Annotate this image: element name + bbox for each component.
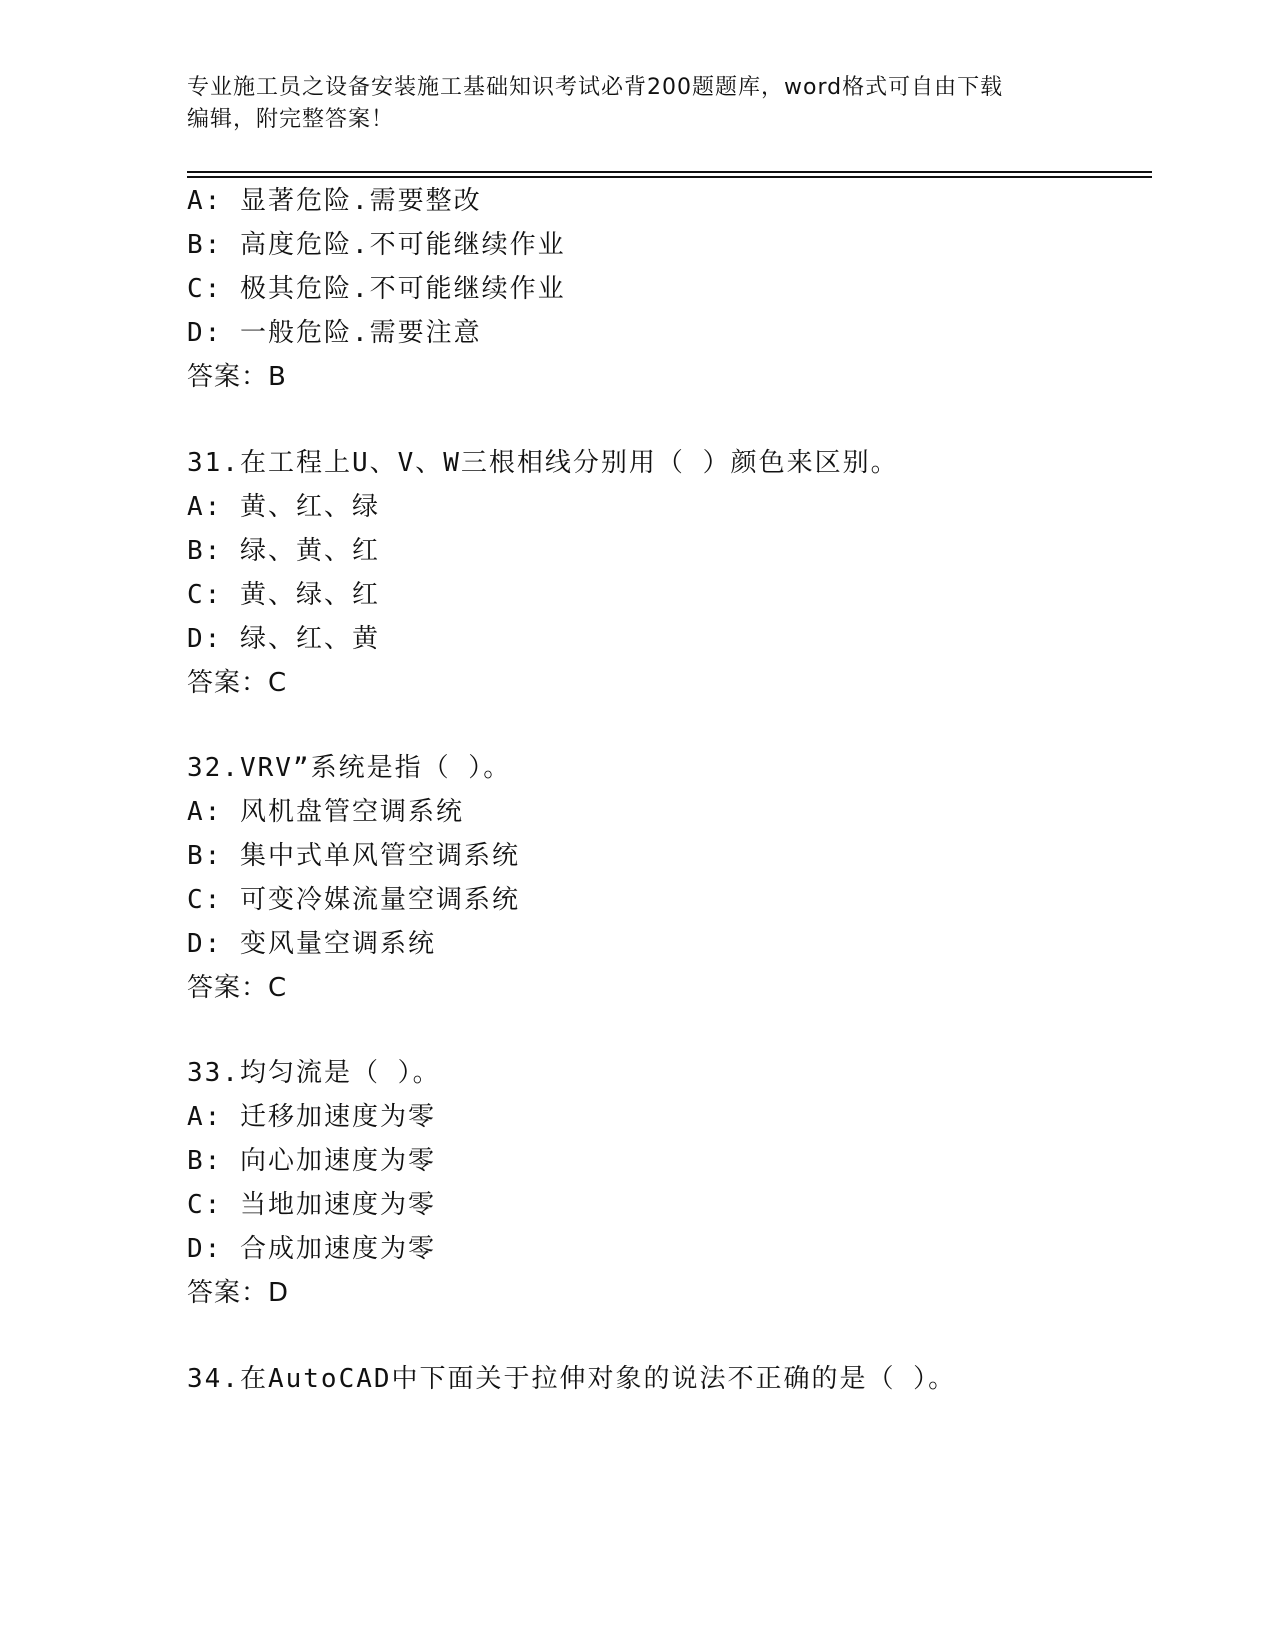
- option-d: D: 绿、红、黄: [187, 624, 380, 654]
- answer-label: 答案：D: [187, 1278, 290, 1308]
- option-a: A: 迁移加速度为零: [187, 1102, 436, 1132]
- option-c: C: 可变冷媒流量空调系统: [187, 885, 520, 915]
- option-c: C: 黄、绿、红: [187, 580, 380, 610]
- answer-label: 答案：C: [187, 668, 288, 698]
- option-b: B: 集中式单风管空调系统: [187, 841, 520, 871]
- question-34: 34.在AutoCAD中下面关于拉伸对象的说法不正确的是（ ）。: [187, 1364, 957, 1394]
- option-d: D: 一般危险.需要注意: [187, 318, 482, 348]
- header-rule-bottom: [187, 176, 1152, 178]
- option-b: B: 向心加速度为零: [187, 1146, 436, 1176]
- question-31: 31.在工程上U、V、W三根相线分别用（ ）颜色来区别。: [187, 448, 899, 478]
- option-a: A: 显著危险.需要整改: [187, 186, 482, 216]
- doc-header-line-2: 编辑，附完整答案！: [187, 107, 395, 132]
- option-c: C: 当地加速度为零: [187, 1190, 436, 1220]
- answer-label: 答案：B: [187, 362, 287, 392]
- option-a: A: 黄、红、绿: [187, 492, 380, 522]
- option-d: D: 合成加速度为零: [187, 1234, 436, 1264]
- question-33: 33.均匀流是（ ）。: [187, 1058, 441, 1088]
- header-rule-top: [187, 171, 1152, 173]
- option-b: B: 绿、黄、红: [187, 536, 380, 566]
- answer-label: 答案：C: [187, 973, 288, 1003]
- option-d: D: 变风量空调系统: [187, 929, 436, 959]
- question-32: 32.VRV”系统是指（ ）。: [187, 753, 512, 783]
- doc-header-line-1: 专业施工员之设备安装施工基础知识考试必背200题题库，word格式可自由下载: [187, 75, 1004, 100]
- option-b: B: 高度危险.不可能继续作业: [187, 230, 566, 260]
- option-c: C: 极其危险.不可能继续作业: [187, 274, 566, 304]
- option-a: A: 风机盘管空调系统: [187, 797, 464, 827]
